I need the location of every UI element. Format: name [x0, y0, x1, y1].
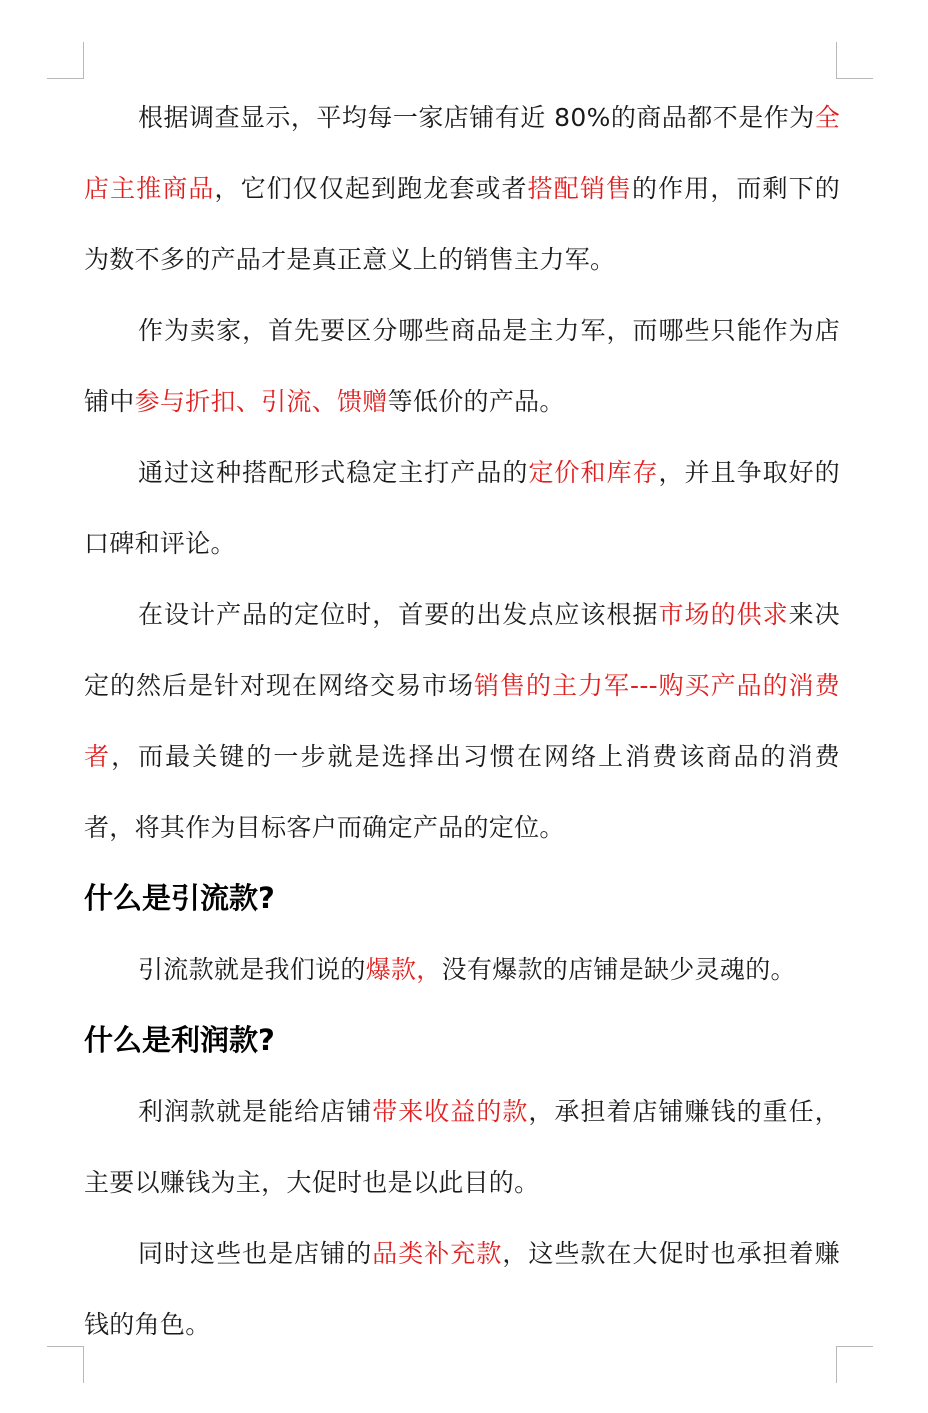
highlight-category-supplement: 品类补充款	[372, 1239, 503, 1268]
paragraph-traffic-product	[84, 934, 840, 1005]
document-body	[84, 82, 840, 1360]
text-segment: 来决定的然后是针对现在网络交易市场	[84, 600, 840, 700]
highlight-market-supply-demand: 市场的供求	[658, 600, 789, 629]
paragraph-price-stock	[84, 437, 840, 579]
text-segment: ，这些款在大促时也承担着赚钱的角色。	[84, 1239, 840, 1339]
text-segment: 在设计产品的定位时，首要的出发点应该根据	[138, 600, 659, 629]
highlight-price-and-stock: 定价和库存	[528, 458, 659, 487]
text-segment: 同时这些也是店铺的	[138, 1239, 373, 1268]
paragraph-category-supplement	[84, 1218, 840, 1360]
section-heading-profit-product: 什么是利润款?	[84, 1023, 275, 1057]
text-segment: 没有爆款的店铺是缺少灵魂的。	[441, 955, 796, 984]
highlight-bundle-sales: 搭配销售	[527, 174, 633, 203]
page-corner-mark-top-left	[47, 42, 84, 79]
text-segment: 引流款就是我们说的	[138, 955, 366, 984]
page-corner-mark-bottom-right	[836, 1346, 873, 1383]
text-segment: ，而最关键的一步就是选择出习惯在网络上消费该商品的消费者，将其作为目标客户而确定产品的定位。	[84, 742, 840, 842]
highlight-hot-item: 爆款，	[365, 955, 442, 984]
page-corner-mark-bottom-left	[47, 1346, 84, 1383]
paragraph-main-product-intro	[84, 82, 840, 295]
text-segment: 利润款就是能给店铺	[138, 1097, 373, 1126]
paragraph-product-positioning	[84, 579, 840, 863]
highlight-discount-traffic-gift: 参与折扣、引流、馈赠	[134, 387, 388, 416]
text-segment: ，它们仅仅起到跑龙套或者	[214, 174, 528, 203]
text-segment: 的作用，而剩下的为数不多的产品才是真正意义上的销售主力军。	[84, 174, 840, 274]
highlight-full-store-promo: 全店主推商品	[84, 103, 840, 203]
text-segment: ，承担着店铺赚钱的重任，主要以赚钱为主，大促时也是以此目的。	[84, 1097, 840, 1197]
text-segment: 作为卖家，首先要区分哪些商品是主力军，而哪些只能作为店铺中	[84, 316, 840, 416]
paragraph-profit-product	[84, 1076, 840, 1218]
text-segment: 根据调查显示，平均每一家店铺有近 80%的商品都不是作为	[138, 103, 815, 132]
highlight-bring-revenue: 带来收益的款	[372, 1097, 529, 1126]
section-heading-traffic-product: 什么是引流款?	[84, 881, 275, 915]
paragraph-seller-distinguish	[84, 295, 840, 437]
text-segment: 等低价的产品。	[387, 387, 565, 416]
text-segment: ，并且争取好的口碑和评论。	[84, 458, 840, 558]
highlight-main-sales-force: 销售的主力军---购买产品的消费者	[84, 671, 840, 771]
text-segment: 通过这种搭配形式稳定主打产品的	[138, 458, 529, 487]
page-corner-mark-top-right	[836, 42, 873, 79]
